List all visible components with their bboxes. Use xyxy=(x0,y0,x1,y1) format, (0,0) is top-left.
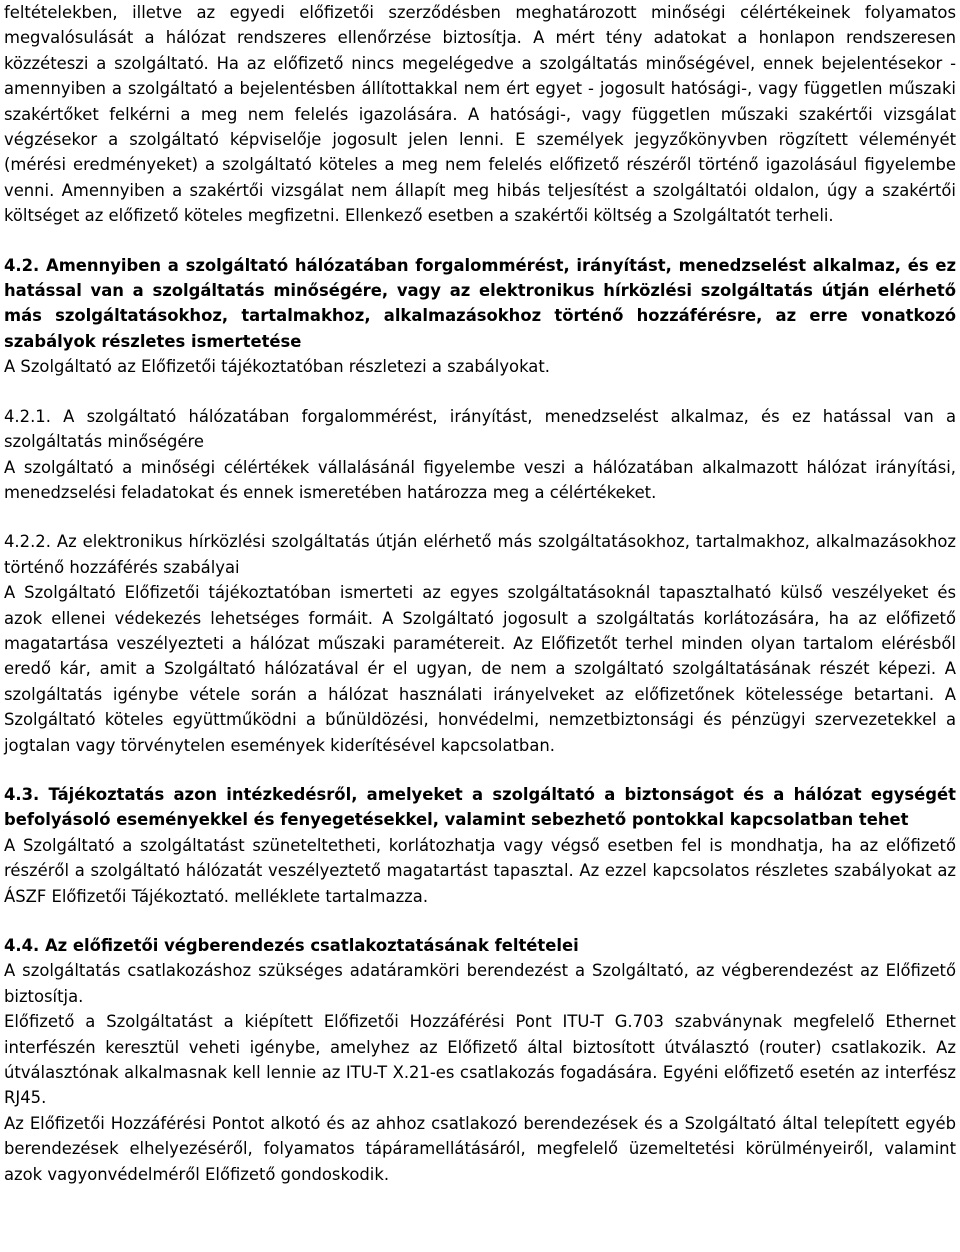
paragraph-4-4-a: A szolgáltatás csatlakozáshoz szükséges adatáramköri berendezést a Szolgáltató, az végberendezést az Előfizető biztosítja. xyxy=(4,961,956,1006)
paragraph-4-2-1: A szolgáltató a minőségi célértékek vállalásánál figyelembe veszi a hálózatában alkalmazott hálózat irányítási, menedzselési feladatokat és ennek ismeretében határozza meg a célértékeket. xyxy=(4,457,956,502)
paragraph-quality-verification: feltételekben, illetve az egyedi előfizetői szerződésben meghatározott minőségi célértékeinek folyamatos megvalósulását a hálózat rendszeres ellenőrzése biztosítja. A mért tény adatokat a honlapon rendszeresen közzéteszi a szolgáltató. Ha az előfizető nincs megelégedve a szolgáltatás minőségével, ennek bejelentésekor - amennyiben a szolgáltató a bejelentésben állítottakkal nem ért egyet - jogosult hatósági-, vagy független műszaki szakértőket felkérni a meg nem felelés igazolására. A hatósági-, vagy független műszaki szakértői vizsgálat végzésekor a szolgáltató képviselője jogosult jelen lenni. E személyek jegyzőkönyvben rögzített véleményét (mérési eredményeket) a szolgáltató köteles a meg nem felelés előfizető részéről történő igazolásául figyelembe venni. Amennyiben a szakértői vizsgálat nem állapít meg hibás teljesítést a szolgáltatói oldalon, úgy a szakértői költséget az előfizető köteles megfizetni. Ellenkező esetben a szakértői költség a Szolgáltatót terheli. xyxy=(4,3,956,226)
heading-4-2: 4.2. Amennyiben a szolgáltató hálózatában forgalommérést, irányítást, menedzselést alkalmaz, és ez hatással van a szolgáltatás minőségére, vagy az elektronikus hírközlési szolgáltatás útján elérhető más szolgáltatásokhoz, tartalmakhoz, alkalmazásokhoz történő hozzáférésre, az erre vonatkozó szabályok részletes ismertetése xyxy=(4,255,956,351)
paragraph-4-4-c: Az Előfizetői Hozzáférési Pontot alkotó és az ahhoz csatlakozó berendezések és a Szolgáltató által telepített egyéb berendezések elhelyezéséről, folyamatos tápáramellátásáról, megfelelő üzemeltetési körülményeiről, valamint azok vagyonvédelméről Előfizető gondoskodik. xyxy=(4,1113,956,1184)
paragraph-4-3: A Szolgáltató a szolgáltatást szüneteltetheti, korlátozhatja vagy végső esetben fel is mondhatja, ha az előfizető részéről a szolgáltató hálózatát veszélyeztető magatartást tapasztal. Az ezzel kapcsolatos részletes szabályokat az ÁSZF Előfizetői Tájékoztató. melléklete tartalmazza. xyxy=(4,835,956,906)
paragraph-4-2: A Szolgáltató az Előfizetői tájékoztatóban részletezi a szabályokat. xyxy=(4,357,550,377)
heading-4-2-2: 4.2.2. Az elektronikus hírközlési szolgáltatás útján elérhető más szolgáltatásokhoz, tartalmakhoz, alkalmazásokhoz történő hozzáférés szabályai xyxy=(4,532,956,577)
paragraph-4-2-2: A Szolgáltató Előfizetői tájékoztatóban ismerteti az egyes szolgáltatásoknál tapasztalható külső veszélyeket és azok ellenei védekezés lehetséges formáit. A Szolgáltató jogosult a szolgáltatás korlátozására, ha az előfizető magatartása veszélyezteti a hálózat műszaki paramétereit. Az Előfizetőt terhel minden olyan tartalom elérésből eredő kár, amit a Szolgáltató hálózatával ér el ugyan, de nem a szolgáltató szolgáltatásának részét képezi. A szolgáltatás igénybe vétele során a hálózat használati irányelveket az előfizetőnek kötelessége betartani. A Szolgáltató köteles együttműködni a bűnüldözési, honvédelmi, nemzetbiztonsági és pénzügyi szervezetekkel a jogtalan vagy törvénytelen események kiderítésével kapcsolatban. xyxy=(4,583,956,755)
heading-4-4: 4.4. Az előfizetői végberendezés csatlakoztatásának feltételei xyxy=(4,936,579,955)
paragraph-4-4-b: Előfizető a Szolgáltatást a kiépített Előfizetői Hozzáférési Pont ITU-T G.703 szabványnak megfelelő Ethernet interfészén keresztül veheti igénybe, amelyhez az Előfizető által biztosított útválasztó (router) csatlakozik. Az útválasztónak alkalmasnak kell lennie az ITU-T X.21-es csatlakozás fogadására. Egyéni előfizető esetén az interfész RJ45. xyxy=(4,1012,956,1108)
heading-4-3: 4.3. Tájékoztatás azon intézkedésről, amelyeket a szolgáltató a biztonságot és a hálózat egységét befolyásoló eseményekkel és fenyegetésekkel, valamint sebezhető pontokkal kapcsolatban tehet xyxy=(4,784,956,830)
heading-4-2-1: 4.2.1. A szolgáltató hálózatában forgalommérést, irányítást, menedzselést alkalmaz, és ez hatással van a szolgáltatás minőségére xyxy=(4,406,956,452)
